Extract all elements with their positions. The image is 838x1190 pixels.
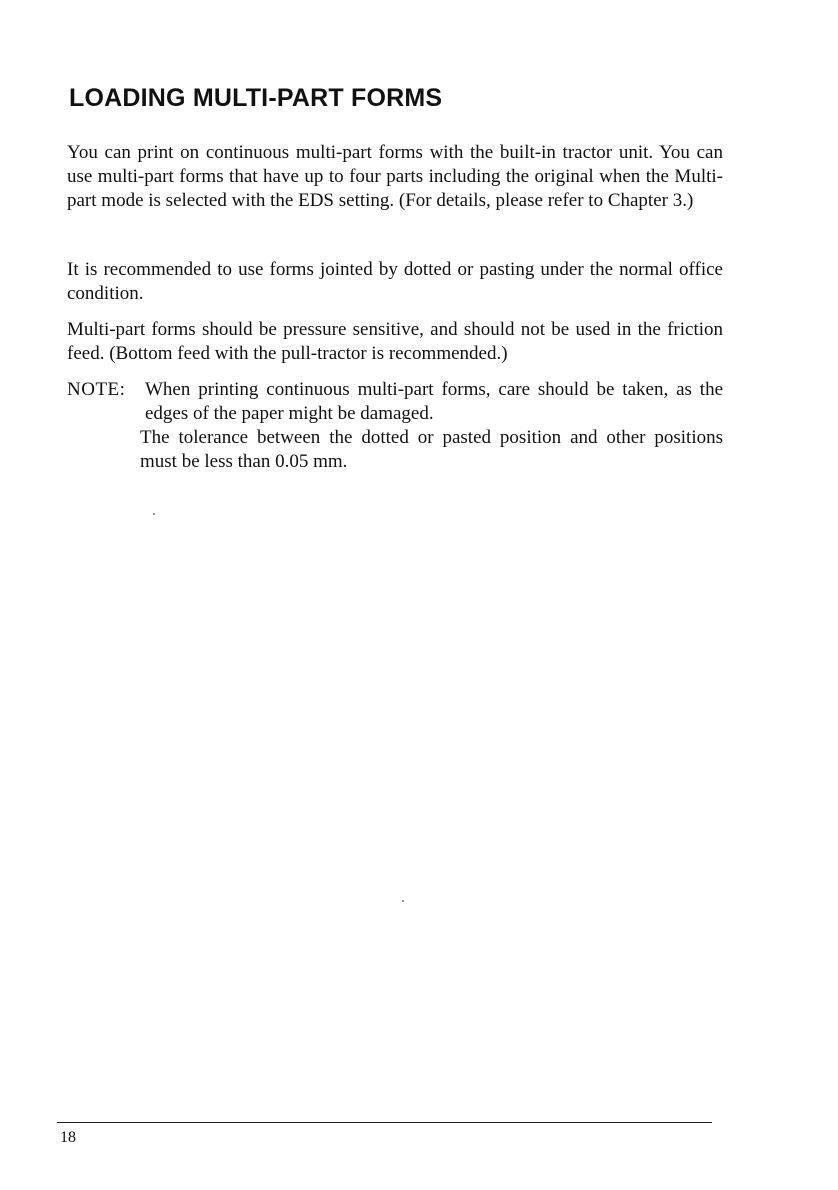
recommendation-paragraph: It is recommended to use forms jointed by dotted or pasting under the normal office condition.: [67, 259, 723, 304]
scan-speck: [402, 900, 404, 902]
pressure-sensitive-paragraph: Multi-part forms should be pressure sensitive, and should not be used in the friction feed. (Bottom feed with the pull-tractor is recommended.): [67, 319, 723, 364]
note-item-tolerance: The tolerance between the dotted or pasted position and other positions must be less than 0.05 mm.: [140, 427, 723, 472]
note-block: [67, 378, 723, 474]
scan-speck: [153, 513, 155, 515]
page-number: 18: [60, 1129, 76, 1146]
footer-rule: [57, 1122, 712, 1123]
page-title: LOADING MULTI-PART FORMS: [69, 84, 443, 112]
note-item-edges: When printing continuous multi-part forms, care should be taken, as the edges of the paper might be damaged.: [145, 379, 723, 424]
note-label: NOTE:: [67, 379, 126, 400]
intro-paragraph: You can print on continuous multi-part forms with the built-in tractor unit. You can use multi-part forms that have up to four parts including the original when the Multi-part mode is selected with the EDS setting. (For details, please refer to Chapter 3.): [67, 142, 723, 211]
